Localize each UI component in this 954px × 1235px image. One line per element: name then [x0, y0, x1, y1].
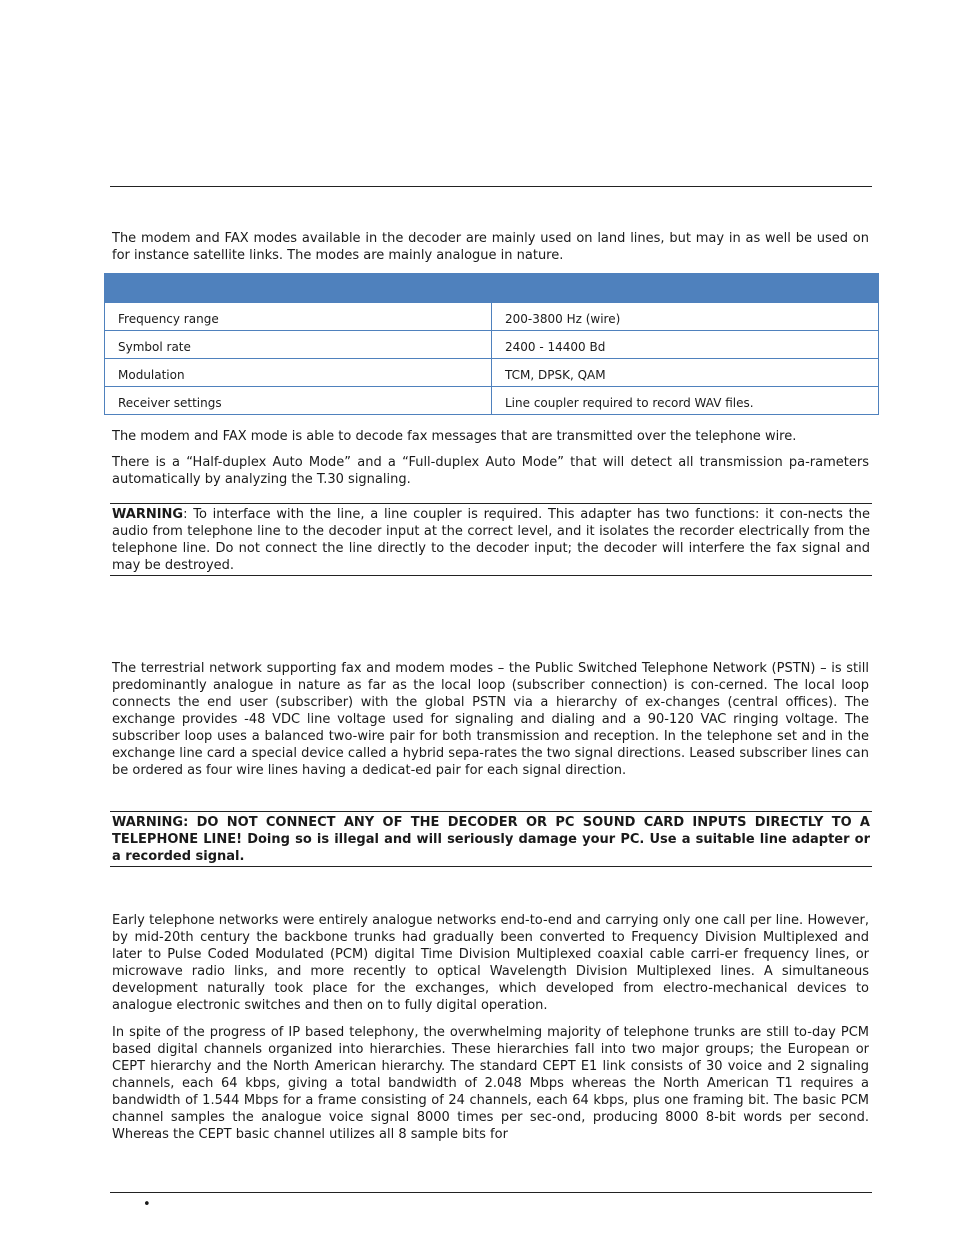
table-header-cell — [492, 274, 879, 303]
pstn-paragraph: The terrestrial network supporting fax and modem modes – the Public Switched Telephone Network (PSTN) – is still predominantly analogue in nature as far as the local loop (subscriber connection) is con-cerned. The local loop connects the end user (subscriber) with the global PSTN via a hierarchy of ex-changes (central offices). The exchange provides -48 VDC line voltage used for signaling and dialing and a 90-120 VAC ringing voltage. The subscriber loop uses a balanced two-wire pair for both transmission and reception. In the telephone set and in the exchange line card a special device called a hybrid sepa-rates the two signal directions. Leased subscriber lines can be ordered as four wire lines having a dedicat-ed pair for each signal direction. — [112, 661, 869, 778]
table-cell-value: 2400 - 14400 Bd — [492, 331, 879, 359]
table-row — [105, 331, 879, 359]
spec-table — [104, 273, 879, 415]
warning-text — [110, 506, 872, 574]
table-cell-label: Symbol rate — [105, 331, 492, 359]
warning-label: WARNING — [112, 507, 184, 522]
table-header-row — [105, 274, 879, 303]
table-cell-value: Line coupler required to record WAV files. — [492, 387, 879, 415]
table-row — [105, 387, 879, 415]
warning-body: : To interface with the line, a line coupler is required. This adapter has two functions: it con-nects the audio from telephone line to the decoder input at the correct level, and it isolates the recorder electrically from the telephone line. Do not connect the line directly to the decoder input; the decoder will interfere the fax signal and may be destroyed. — [112, 507, 870, 573]
line-coupler-warning — [110, 503, 872, 576]
table-cell-label: Modulation — [105, 359, 492, 387]
decode-paragraph: The modem and FAX mode is able to decode fax messages that are transmitted over the telephone wire. — [112, 429, 797, 444]
pcm-paragraph: In spite of the progress of IP based telephony, the overwhelming majority of telephone trunks are still to-day PCM based digital channels organized into hierarchies. These hierarchies fall into two major groups; the European or CEPT hierarchy and the North American hierarchy. The standard CEPT E1 link consists of 30 voice and 2 signaling channels, each 64 kbps, giving a total bandwidth of 2.048 Mbps whereas the North American T1 requires a bandwidth of 1.544 Mbps for a frame consisting of 24 channels, each 64 kbps, plus one framing bit. The basic PCM channel samples the analogue voice signal 8000 times per sec-ond, producing 8000 8-bit words per second. Whereas the CEPT basic channel utilizes all 8 sample bits for — [112, 1025, 869, 1142]
warning-text — [110, 814, 872, 865]
table-cell-value: TCM, DPSK, QAM — [492, 359, 879, 387]
auto-mode-paragraph: There is a “Half-duplex Auto Mode” and a “Full-duplex Auto Mode” that will detect all transmission pa-rameters automatically by analyzing the T.30 signaling. — [112, 455, 869, 487]
table-cell-value: 200-3800 Hz (wire) — [492, 303, 879, 331]
direct-connection-warning — [110, 811, 872, 867]
footer-bullet: • — [143, 1197, 151, 1212]
table-cell-label: Frequency range — [105, 303, 492, 331]
intro-paragraph: The modem and FAX modes available in the decoder are mainly used on land lines, but may in as well be used on for instance satellite links. The modes are mainly analogue in nature. — [112, 231, 869, 263]
warning-bold-text: WARNING: DO NOT CONNECT ANY OF THE DECODER OR PC SOUND CARD INPUTS DIRECTLY TO A TELEPHONE LINE! Doing so is illegal and will seriously damage your PC. Use a suitable line adapter or a recorded signal. — [112, 815, 870, 864]
table-row — [105, 303, 879, 331]
footer-rule — [110, 1192, 872, 1193]
table-header-cell — [105, 274, 492, 303]
table-cell-label: Receiver settings — [105, 387, 492, 415]
header-rule — [110, 186, 872, 187]
table-row — [105, 359, 879, 387]
early-networks-paragraph: Early telephone networks were entirely analogue networks end-to-end and carrying only one call per line. However, by mid-20th century the backbone trunks had gradually been converted to Frequency Division Multiplexed and later to Pulse Coded Modulated (PCM) digital Time Division Multiplexed coaxial cable carri-er frequency lines, or microwave radio links, and more recently to optical Wavelength Division Multiplexed lines. A simultaneous development naturally took place for the exchanges, which developed from electro-mechanical devices to analogue electronic switches and then on to fully digital operation. — [112, 913, 869, 1013]
